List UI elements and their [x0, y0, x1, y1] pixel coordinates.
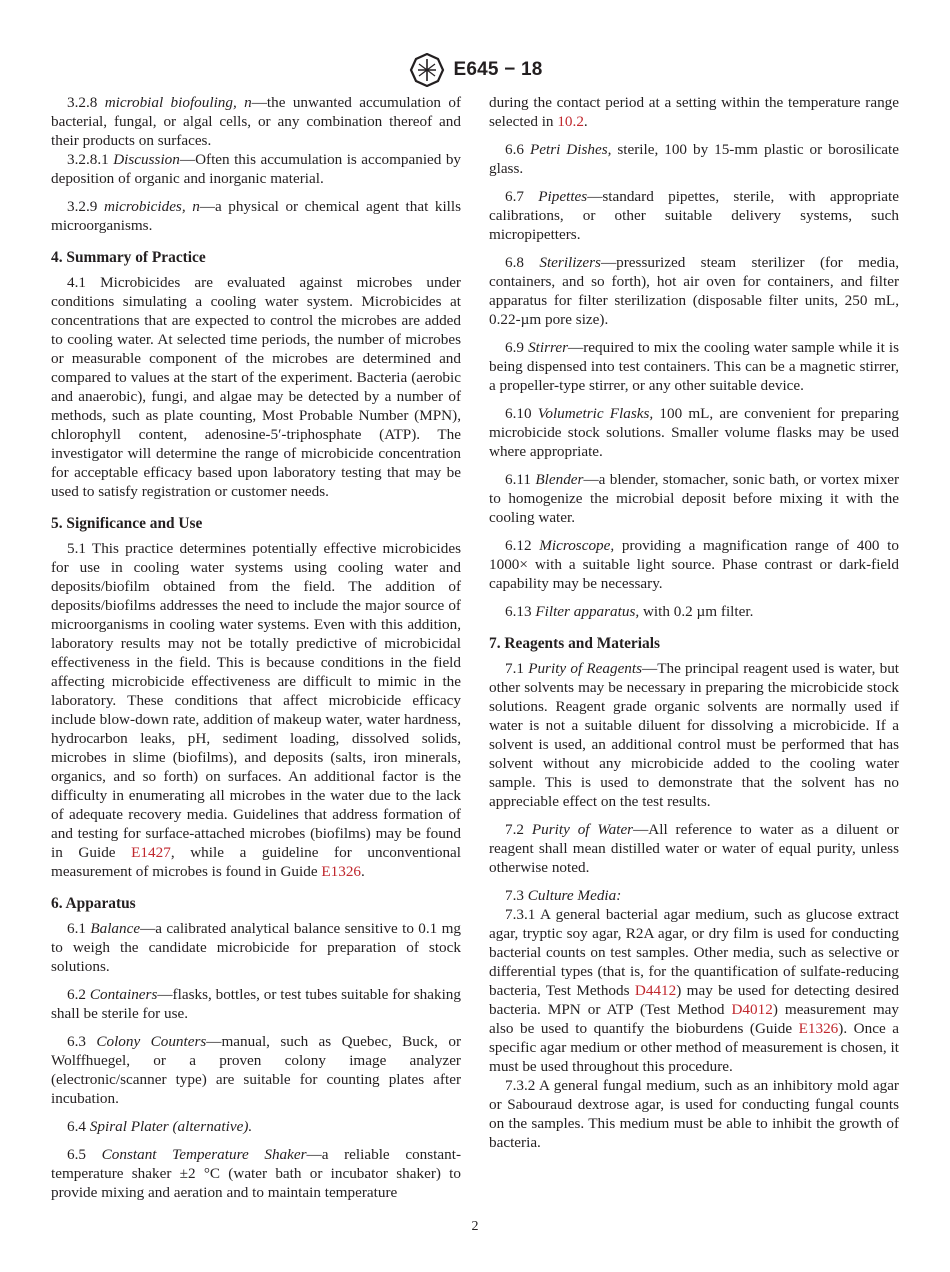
ref-link-e1427[interactable]: E1427 [131, 844, 171, 861]
para-4-1: 4.1 Microbicides are evaluated against microbes under conditions simulating a cooling water system. Microbicides at concentrations that are expected to control the microbes are added to cooling water. At selected time periods, the number of microbes or measurable component of the microbes are determined and compared to values at the start of the experiment. Bacteria (aerobic and anaerobic), fungi, and algae may be detected by a number of methods, such as plate counting, Most Probable Number (MPN), chlorophyll content, adenosine-5′-triphosphate (ATP). The investigator will determine the range of microbicide concentration for acceptable efficacy based upon laboratory testing that may be used to satisfy registration or customer needs. [51, 274, 461, 500]
para-6-3: 6.3 Colony Counters—manual, such as Quebec, Buck, or Wolffhuegel, or a proven colony image analyzer (electronic/scanner type) are suitable for counting plates after incubation. [51, 1033, 461, 1107]
para-6-2: 6.2 Containers—flasks, bottles, or test tubes suitable for shaking shall be sterile for use. [51, 986, 461, 1022]
para-6-11: 6.11 Blender—a blender, stomacher, sonic bath, or vortex mixer to homogenize the microbial deposit before mixing it with the cooling water. [489, 471, 900, 526]
section-heading-6: 6. Apparatus [51, 895, 136, 912]
ref-link-e1326[interactable]: E1326 [321, 863, 362, 880]
para-6-8: 6.8 Sterilizers—pressurized steam sterilizer (for media, containers, and so forth), hot air oven for containers, and filter apparatus for filter sterilization (disposable filter units, 250 mL, 0.22-µm pore size). [489, 254, 900, 328]
para-7-3: 7.3 Culture Media: [505, 887, 622, 904]
para-6-5-continued: during the contact period at a setting within the temperature range selected in 10.2. [489, 94, 899, 130]
para-6-6: 6.6 Petri Dishes, sterile, 100 by 15-mm plastic or borosilicate glass. [489, 141, 899, 177]
ref-link-e1326-b[interactable]: E1326 [798, 1020, 839, 1037]
para-6-4: 6.4 Spiral Plater (alternative). [67, 1118, 253, 1135]
page-header [0, 52, 950, 88]
para-5-1: 5.1 This practice determines potentially effective microbicides for use in cooling water systems using cooling water and deposits/biofilm obtained from the field. The addition of deposits/biofilms addresses the need to include the major source of microorganisms in cooling water systems. Even with this addition, laboratory results may not be totally predictive of microbicidal effectiveness in the field. This is because conditions in the field affecting microbicide effectiveness are difficult to mimic in the laboratory. These conditions that affect microbicide efficacy include blow-down rate, addition of makeup water, water hardness, hydrocarbon leaks, pH, sediment loading, dissolved solids, microbes in slime (biofilms), and deposits (salts, iron minerals, organics, and so forth) on surfaces. An additional factor is the difficulty in enumerating all microbes in the water due to the lack of adequate recovery media. Guidelines that address formation of and testing for surface-attached microbes (biofilms) may be found in Guide E1427, while a guideline for unconventional measurement of microbes is found in Guide E1326. [51, 540, 461, 880]
para-6-13: 6.13 Filter apparatus, with 0.2 µm filter. [505, 603, 754, 620]
section-heading-7: 7. Reagents and Materials [489, 635, 660, 652]
astm-logo-icon [408, 53, 446, 87]
section-heading-5: 5. Significance and Use [51, 515, 203, 532]
right-column [489, 93, 899, 1152]
ref-link-10-2[interactable]: 10.2 [557, 113, 584, 130]
ref-link-d4412[interactable]: D4412 [634, 982, 677, 999]
para-6-5: 6.5 Constant Temperature Shaker—a reliable constant-temperature shaker ±2 °C (water bath or incubator shaker) to provide mixing and aeration and to maintain temperature [51, 1146, 462, 1201]
para-7-1: 7.1 Purity of Reagents—The principal reagent used is water, but other solvents may be necessary in preparing the microbicide stock solutions. Reagent grade organic solvents are normally used if water is not a suitable diluent for dissolving a microbicide. If a solvent is used, an additional control must be performed that has solvent without any microbicide added to the cooling water sample. This is used to demonstrate that the solvent has no appreciable effect on the test results. [489, 660, 900, 810]
section-heading-4: 4. Summary of Practice [51, 249, 206, 266]
para-3-2-8: 3.2.8 microbial biofouling, n—the unwanted accumulation of bacterial, fungal, or algal cells, or any combination thereof and their products on surfaces. [51, 94, 462, 149]
para-3-2-8-1: 3.2.8.1 Discussion—Often this accumulation is accompanied by deposition of organic and inorganic material. [51, 151, 462, 187]
page-number: 2 [471, 1219, 479, 1234]
para-6-10: 6.10 Volumetric Flasks, 100 mL, are convenient for preparing microbicide stock solutions. Smaller volume flasks may be used where appropriate. [489, 405, 900, 460]
para-3-2-9: 3.2.9 microbicides, n—a physical or chemical agent that kills microorganisms. [51, 198, 462, 234]
para-7-3-1: 7.3.1 A general bacterial agar medium, such as glucose extract agar, tryptic soy agar, R2A agar, or dry film is used for conducting bacterial counts on test samples. Other media, such as selective or differential types (that is, for the quantification of sulfate-reducing bacteria, Test Methods D4412) may be used for detecting desired bacteria. MPN or ATP (Test Method D4012) measurement may also be used to quantify the bioburdens (Guide E1326). Once a specific agar medium or other method of measurement is chosen, it must be used throughout this procedure. [489, 906, 900, 1075]
para-6-12: 6.12 Microscope, providing a magnification range of 400 to 1000× with a suitable light source. Phase contrast or dark-field capability may be necessary. [489, 537, 899, 592]
para-7-2: 7.2 Purity of Water—All reference to water as a diluent or reagent shall mean distilled water or water of equal purity, unless otherwise noted. [489, 821, 899, 876]
left-column [51, 93, 461, 1202]
ref-link-d4012[interactable]: D4012 [731, 1001, 773, 1018]
para-6-7: 6.7 Pipettes—standard pipettes, sterile, with appropriate calibrations, or other suitable delivery systems, such micropipetters. [489, 188, 900, 243]
para-7-3-2: 7.3.2 A general fungal medium, such as an inhibitory mold agar or Sabouraud dextrose agar, is used for conducting fungal counts on the samples. This medium must be able to inhibit the growth of bacteria. [489, 1077, 899, 1151]
para-6-1: 6.1 Balance—a calibrated analytical balance sensitive to 0.1 mg to weigh the candidate microbicide for preparation of stock solutions. [51, 920, 461, 975]
document-id: E645 − 18 [453, 59, 543, 80]
para-6-9: 6.9 Stirrer—required to mix the cooling water sample while it is being dispensed into test containers. This can be a magnetic stirrer, a propeller-type stirrer, or any other suitable device. [489, 339, 899, 394]
